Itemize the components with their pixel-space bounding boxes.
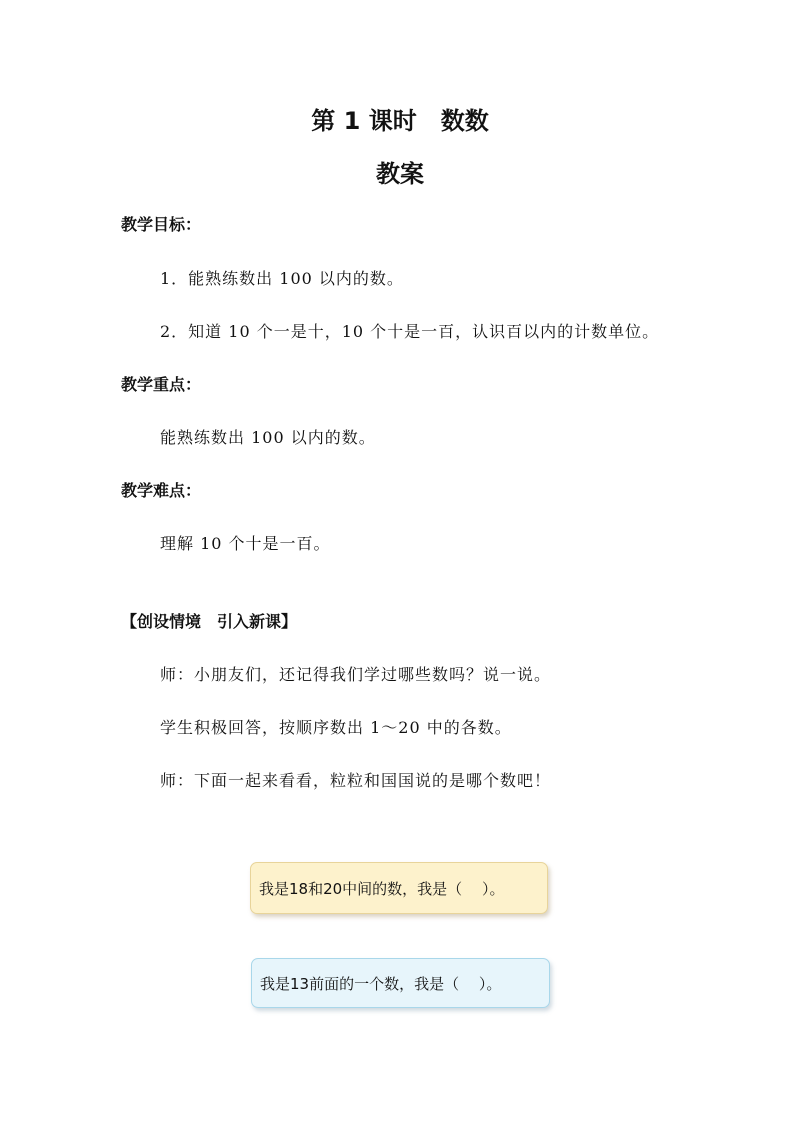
section-line-1: 师：小朋友们，还记得我们学过哪些数吗？说一说。: [160, 665, 552, 684]
speech-bubble-yellow-text: 我是18和20中间的数，我是（ ）。: [259, 879, 505, 898]
doc-type-heading: 教案: [376, 160, 424, 188]
objective-item-2: 2．知道 10 个一是十，10 个十是一百，认识百以内的计数单位。: [160, 322, 660, 341]
speech-bubble-yellow: [250, 862, 548, 914]
difficulty-heading: 教学难点：: [121, 481, 202, 500]
objective-item-1: 1．能熟练数出 100 以内的数。: [160, 269, 404, 288]
key-point-text: 能熟练数出 100 以内的数。: [160, 428, 376, 447]
difficulty-text: 理解 10 个十是一百。: [160, 534, 331, 553]
speech-bubble-blue: [251, 958, 550, 1008]
section-line-2: 学生积极回答，按顺序数出 1～20 中的各数。: [160, 718, 512, 737]
speech-bubble-blue-text: 我是13前面的一个数，我是（ ）。: [260, 974, 502, 993]
key-point-heading: 教学重点：: [121, 375, 202, 394]
section-heading: 【创设情境 引入新课】: [121, 612, 298, 631]
lesson-title: 第 1 课时 数数: [311, 107, 489, 135]
section-line-3: 师：下面一起来看看，粒粒和国国说的是哪个数吧！: [160, 771, 552, 790]
objectives-heading: 教学目标：: [121, 215, 202, 234]
